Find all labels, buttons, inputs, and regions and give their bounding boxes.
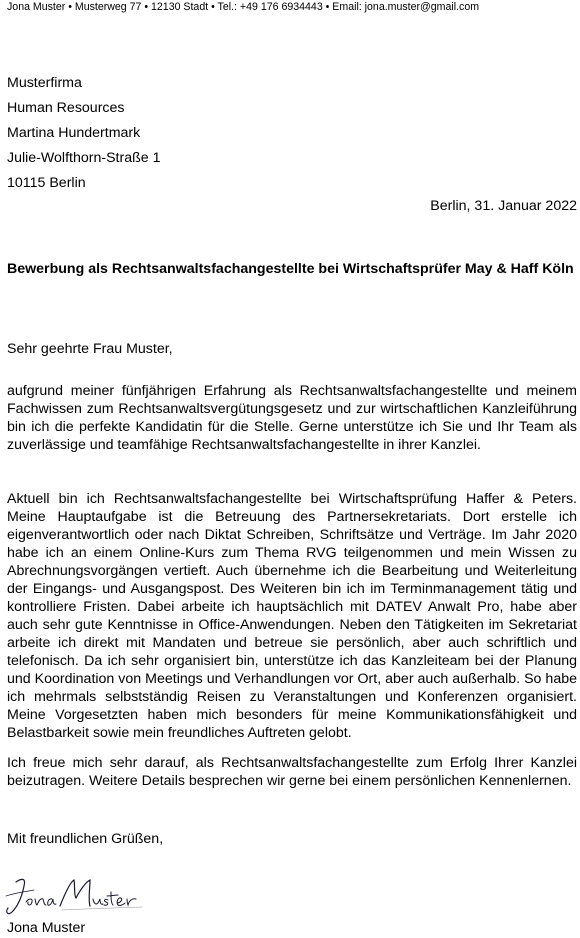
recipient-company: Musterfirma [7,75,82,91]
recipient-city: 10115 Berlin [7,175,86,191]
handwritten-signature [2,872,152,920]
signer-name: Jona Muster [7,920,86,936]
letter-subject: Bewerbung als Rechtsanwaltsfachangestellte bei Wirtschaftsprüfer May & Haff Köln [7,261,574,277]
recipient-street: Julie-Wolfthorn-Straße 1 [7,150,161,166]
sender-address-line: Jona Muster • Musterweg 77 • 12130 Stadt • Tel.: +49 176 6934443 • Email: jona.muster@gmail.com [7,1,480,13]
complimentary-close: Mit freundlichen Grüßen, [7,831,164,847]
salutation: Sehr geehrte Frau Muster, [7,341,173,357]
recipient-address [7,71,161,196]
recipient-department: Human Resources [7,100,125,116]
body-paragraph-experience: Aktuell bin ich Rechtsanwaltsfachangestellte bei Wirtschaftsprüfung Haffer & Peters. Meine Hauptaufgabe ist die Betreuung des Partnersekretariats. Dort erstelle ich eigenverantwortlich oder nach Diktat Schreiben, Schriftsätze und Verträge. Im Jahr 2020 habe ich an einem Online-Kurs zum Thema RVG teilgenommen und mein Wissen zu Abrechnungsvorgängen vertieft. Auch übernehme ich die Bearbeitung und Weiterleitung der Eingangs- und Ausgangspost. Des Weiteren bin ich im Terminmanagement tätig und kontrolliere Fristen. Dabei arbeite ich hauptsächlich mit DATEV Anwalt Pro, habe aber auch sehr gute Kenntnisse in Office-Anwendungen. Neben den Tätigkeiten im Sekretariat arbeite ich direkt mit Mandaten und betreue sie persönlich, aber auch schriftlich und telefonisch. Da ich sehr organisiert bin, unterstütze ich das Kanzleiteam bei der Planung und Koordination von Meetings und Verhandlungen vor Ort, aber auch außerhalb. So habe ich mehrmals selbstständig Reisen zu Veranstaltungen und Konferenzen organisiert. Meine Vorgesetzten haben mich besonders für meine Kommunikationsfähigkeit und Belastbarkeit sowie mein freundliches Auftreten gelobt. [7,491,577,741]
recipient-contact-name: Martina Hundertmark [7,125,141,141]
body-paragraph-closing: Ich freue mich sehr darauf, als Rechtsanwaltsfachangestellte zum Erfolg Ihrer Kanzlei beizutragen. Weitere Details besprechen wir gerne bei einem persönlichen Kennenlernen. [7,755,577,789]
letter-date: Berlin, 31. Januar 2022 [430,198,577,214]
body-paragraph-intro: aufgrund meiner fünfjährigen Erfahrung als Rechtsanwaltsfachangestellte und meinem Fachwissen zum Rechtsanwaltsvergütungsgesetz und zur wirtschaftlichen Kanzleiführung bin ich die perfekte Kandidatin für die Stelle. Gerne unterstütze ich Sie und Ihr Team als zuverlässige und teamfähige Rechtsanwaltsfachangestellte in ihrer Kanzlei. [7,383,577,453]
